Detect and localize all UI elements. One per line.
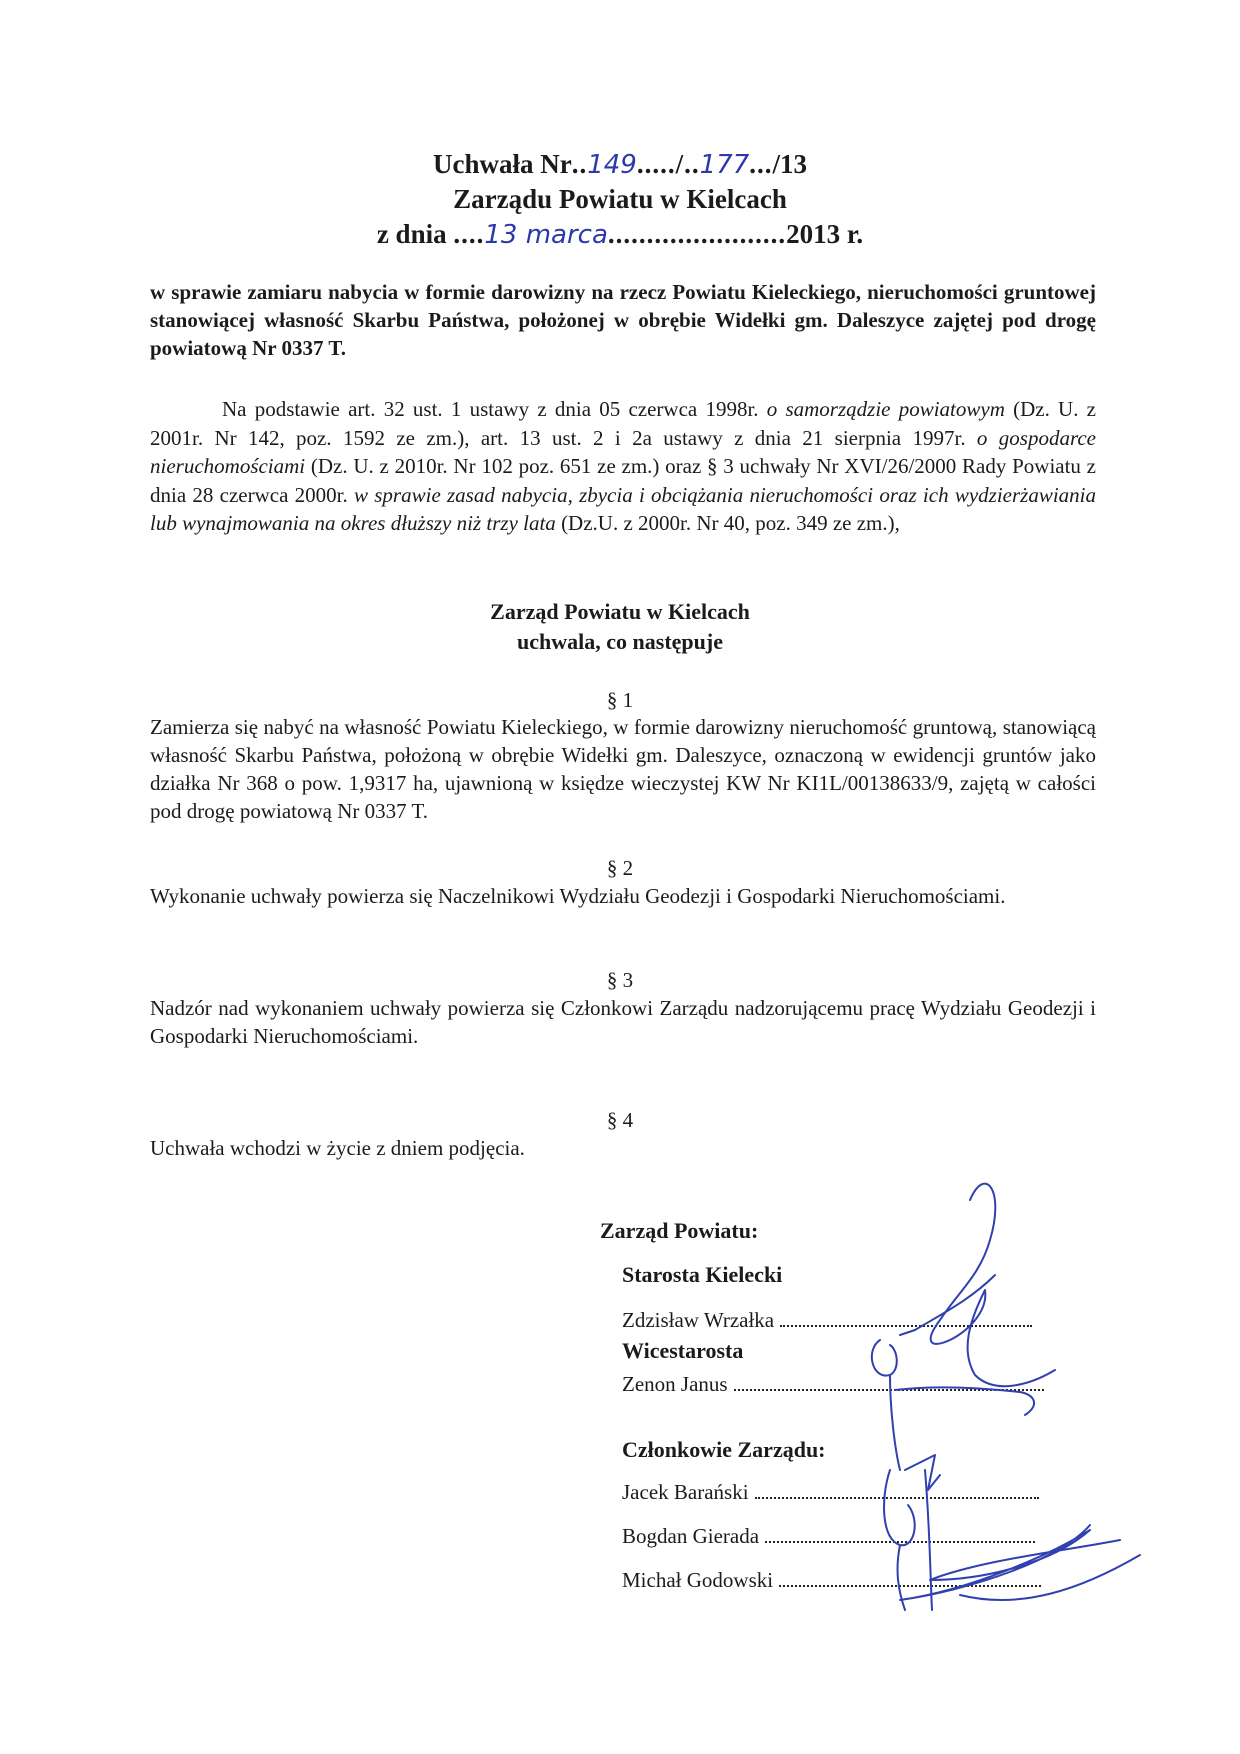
legal-basis-text-2: (Dz. U. z 2001r. Nr 142, poz. 1592 ze zm.), art. 13 ust. 2 i 2a ustawy z dnia 21 sierpnia 1997r.: [150, 397, 1096, 450]
signature-dots: [779, 1579, 1041, 1587]
paragraph-sign-1: § 1: [606, 688, 634, 712]
date-line: [0, 218, 1240, 252]
resolves-subtitle: uchwala, co następuje: [517, 629, 723, 654]
number-dots-3: ...: [749, 149, 773, 179]
paragraph-text-2: Wykonanie uchwały powierza się Naczelnikowi Wydziału Geodezji i Gospodarki Nieruchomościami.: [150, 884, 1006, 908]
resolves-title: Zarząd Powiatu w Kielcach: [490, 599, 750, 624]
resolution-subject: w sprawie zamiaru nabycia w formie darowizny na rzecz Powiatu Kieleckiego, nieruchomości gruntowej stanowiącej własność Skarbu Państwa, położonej w obrębie Widełki gm. Daleszyce zajętej pod drogę powiatową Nr 0337 T.: [150, 280, 1096, 360]
signature-dots: [755, 1491, 1039, 1499]
paragraph-sign-4: § 4: [606, 1108, 634, 1132]
vice-name: Zenon Janus: [622, 1372, 728, 1396]
signature-stroke: [872, 1340, 900, 1470]
member-signature-line: [622, 1566, 1041, 1594]
issuer-line: Zarządu Powiatu w Kielcach: [453, 184, 787, 214]
signature-dots: [780, 1319, 1032, 1327]
signature-dots: [734, 1383, 1044, 1391]
vice-title: Wicestarosta: [622, 1338, 744, 1363]
starosta-signature-line: [622, 1306, 1032, 1334]
paragraph-sign-2: § 2: [606, 856, 634, 880]
resolution-number-line: [0, 148, 1240, 182]
member-name: Bogdan Gierada: [622, 1524, 760, 1548]
legal-act-title-2: o gospodarce nieruchomościami: [150, 425, 1096, 478]
handwritten-number-2: 177: [699, 150, 750, 180]
paragraph-text-1: Zamierza się nabyć na własność Powiatu Kieleckiego, w formie darowizny nieruchomość gruntową, stanowiącą własność Skarbu Państwa, położoną w obrębie Widełki gm. Daleszyce, oznaczoną w ewidencji gruntów jako działka Nr 368 o pow. 1,9317 ha, ujawnioną w księdze wieczystej KW Nr KI1L/00138633/9, zajętą w całości pod drogę powiatową Nr 0337 T.: [150, 715, 1096, 823]
date-dots-1: ....: [453, 219, 485, 249]
starosta-title: Starosta Kielecki: [622, 1262, 783, 1287]
date-dots-2: .......................: [607, 219, 787, 249]
signature-dots: [765, 1535, 1035, 1543]
legal-basis-text-3: (Dz. U. z 2010r. Nr 102 poz. 651 ze zm.) oraz § 3 uchwały Nr XVI/26/2000 Rady Powiatu z dnia 28 czerwca 2000r.: [150, 454, 1096, 507]
board-title: Zarząd Powiatu:: [600, 1218, 759, 1243]
paragraph-text-4: Uchwała wchodzi w życie z dniem podjęcia.: [150, 1136, 525, 1160]
member-signature-line: [622, 1522, 1035, 1550]
number-dots-2: ...../..: [636, 149, 700, 179]
legal-act-title-3: w sprawie zasad nabycia, zbycia i obciążania nieruchomości oraz ich wydzierżawiania lub wynajmowania na okres dłuższy niż trzy lata: [150, 482, 1097, 535]
number-dots-1: ..: [571, 149, 588, 179]
resolution-number-prefix: Uchwała Nr: [432, 149, 572, 179]
resolution-number-suffix: /13: [772, 149, 808, 179]
vice-signature-line: [622, 1370, 1044, 1398]
member-name: Jacek Barański: [622, 1480, 749, 1504]
legal-basis-text-4: (Dz.U. z 2000r. Nr 40, poz. 349 ze zm.),: [555, 511, 900, 535]
paragraph-text-3: Nadzór nad wykonaniem uchwały powierza się Członkowi Zarządu nadzorującemu pracę Wydziału Geodezji i Gospodarki Nieruchomościami.: [150, 996, 1096, 1048]
handwritten-number-1: 149: [587, 150, 637, 180]
starosta-name: Zdzisław Wrzałka: [622, 1308, 775, 1332]
legal-basis-text-1: Na podstawie art. 32 ust. 1 ustawy z dnia 05 czerwca 1998r.: [222, 397, 767, 421]
handwritten-signatures: [820, 1170, 1150, 1630]
member-name: Michał Godowski: [622, 1568, 774, 1592]
member-signature-line: [622, 1478, 1039, 1506]
legal-basis: [150, 395, 1096, 538]
date-suffix: 2013 r.: [786, 219, 864, 249]
paragraph-sign-3: § 3: [606, 968, 634, 992]
date-prefix: z dnia: [376, 219, 447, 249]
members-title: Członkowie Zarządu:: [622, 1437, 826, 1462]
handwritten-date: 13 marca: [484, 220, 608, 250]
signature-stroke: [931, 1184, 1055, 1387]
legal-act-title-1: o samorządzie powiatowym: [766, 397, 1005, 421]
